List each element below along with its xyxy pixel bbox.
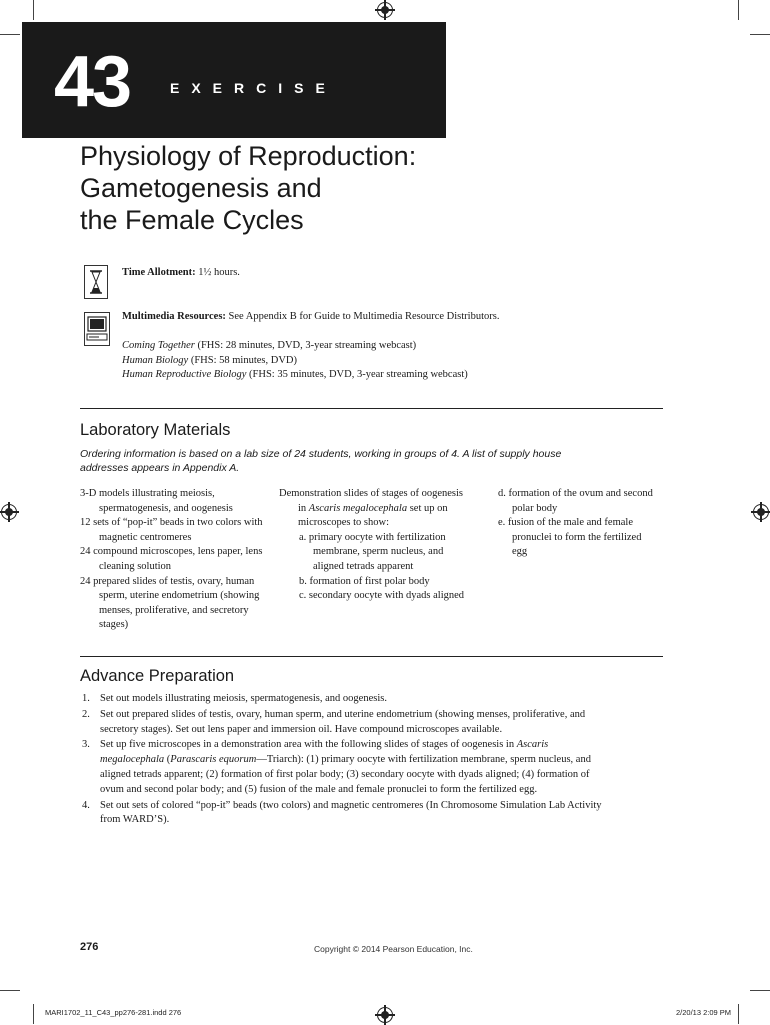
item-text: Set out models illustrating meiosis, spermatogenesis, and oogenesis. [100,693,387,704]
time-allotment-value: 1½ hours. [195,267,240,278]
multimedia-value: See Appendix B for Guide to Multimedia Resource Distributors. [225,311,500,322]
species-name: Ascaris megalocephala [308,502,408,514]
crop-mark [750,990,770,991]
media-item [122,339,468,354]
text-segment: ( [164,754,171,766]
title-line: Gametogenesis and [80,173,322,203]
registration-mark-icon [377,2,393,18]
demonstration-item: d. formation of the ovum and second polar body [498,488,653,514]
crop-mark [738,0,739,20]
registration-mark-icon [753,504,769,520]
crop-mark [33,1004,34,1024]
lab-materials-heading: Laboratory Materials [80,421,231,439]
multimedia-resources [122,310,499,325]
list-item [82,708,602,738]
demonstration-intro [279,487,469,531]
media-title: Human Biology [122,354,189,366]
materials-column-1 [80,487,275,633]
chapter-number: 43 [54,42,131,122]
material-item: 3-D models illustrating meiosis, spermatogenesis, and oogenesis [80,488,233,514]
multimedia-label: Multimedia Resources: [122,311,226,322]
crop-mark [738,1004,739,1024]
species-name: Parascaris equorum [170,754,257,766]
crop-mark [750,34,770,35]
media-detail: (FHS: 35 minutes, DVD, 3-year streaming webcast) [246,369,468,380]
registration-mark-icon [377,1007,393,1023]
demonstration-item: c. secondary oocyte with dyads aligned [299,590,465,602]
media-list [122,339,468,383]
text-segment: Set up five microscopes in a demonstration area with the following slides of stages of oogenesis in [100,739,517,751]
item-number: 2. [82,708,90,720]
material-item: 24 compound microscopes, lens paper, lens cleaning solution [80,546,263,572]
preparation-list [82,692,602,829]
title-line: the Female Cycles [80,205,304,235]
hourglass-icon [84,265,108,299]
intro-text: Demonstration slides of stages of oogenesis in [279,488,464,514]
item-text: Set out prepared slides of testis, ovary, human sperm, and uterine endometrium (showing menses, proliferative, and secretory stages). Set out lens paper and immersion oil. Have compound microscopes available. [100,708,586,735]
item-number: 4. [82,799,90,811]
demonstration-item: b. formation of first polar body [299,575,430,587]
advance-preparation-heading: Advance Preparation [80,667,235,685]
media-item [122,354,468,369]
title-line: Physiology of Reproduction: [80,141,417,171]
crop-mark [0,34,20,35]
section-divider [80,656,663,657]
file-slug: MARI1702_11_C43_pp276-281.indd 276 [45,1008,182,1017]
media-detail: (FHS: 58 minutes, DVD) [188,354,297,366]
materials-column-2 [279,487,469,604]
ordering-note: Ordering information is based on a lab size of 24 students, working in groups of 4. A list of supply house addresses appears in Appendix A. [80,448,562,474]
media-title: Human Reproductive Biology [122,369,247,380]
time-allotment-label: Time Allotment: [122,267,196,278]
item-number: 1. [82,693,90,704]
text-segment: —Triarch): (1) primary oocyte with fertilization membrane, sperm nucleus, and aligned tetrads apparent; (2) formation of first polar body; (3) secondary oocyte with dyads aligned; (4) formation of ovum and second polar body; and (5) fusion of the male and female pronuclei to form the fertilized egg. [100,754,591,795]
material-item: 24 prepared slides of testis, ovary, human sperm, uterine endometrium (showing menses, proliferative, and secretory stages) [80,575,260,631]
item-text: Set out sets of colored “pop-it” beads (two colors) and magnetic centromeres (In Chromosome Simulation Lab Activity from WARD’S). [100,799,602,826]
media-item [122,368,468,383]
media-detail: (FHS: 28 minutes, DVD, 3-year streaming webcast) [194,340,417,351]
demonstration-item: e. fusion of the male and female pronuclei to form the fertilized egg [498,517,642,558]
material-item: 12 sets of “pop-it” beads in two colors with magnetic centromeres [80,517,263,543]
demonstration-item: a. primary oocyte with fertilization membrane, sperm nucleus, and aligned tetrads apparent [299,531,446,572]
section-divider [80,408,663,409]
computer-monitor-icon [84,312,110,346]
registration-mark-icon [1,504,17,520]
page-title [80,140,416,236]
materials-column-3 [498,487,658,560]
page-number: 276 [80,941,99,953]
item-number: 3. [82,739,90,751]
crop-mark [33,0,34,20]
intro-text: set up on microscopes to show: [298,502,448,529]
media-title: Coming Together [122,340,195,351]
item-text [100,738,602,797]
list-item [82,738,602,797]
print-timestamp: 2/20/13 2:09 PM [676,1008,732,1017]
species-name: Ascaris megalocephala [100,739,549,766]
time-allotment [122,266,240,281]
crop-mark [0,990,20,991]
exercise-label: EXERCISE [170,80,337,96]
copyright-notice: Copyright © 2014 Pearson Education, Inc. [314,944,473,954]
list-item [82,799,602,829]
list-item [82,692,602,707]
